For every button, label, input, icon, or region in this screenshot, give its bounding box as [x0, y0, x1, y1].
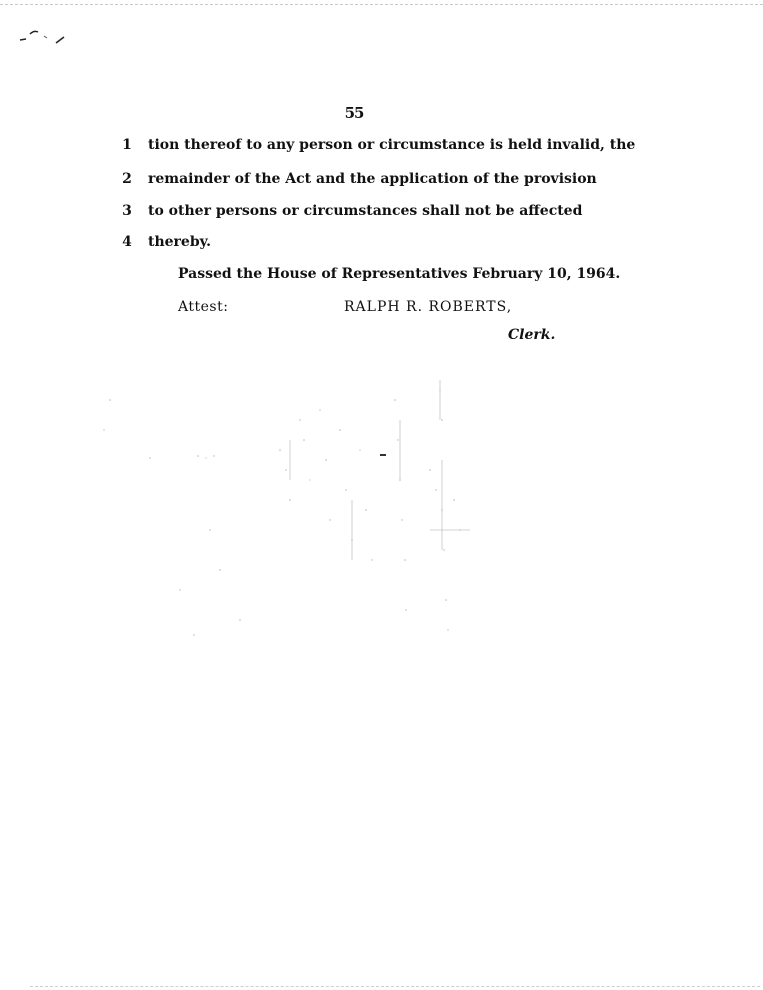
scan-edge-top	[0, 4, 763, 5]
line-text: tion thereof to any person or circumstance is held invalid, the	[148, 137, 636, 153]
line-text: remainder of the Act and the application of the provision	[148, 171, 597, 187]
page-number: 55	[344, 104, 364, 122]
line-number: 1	[122, 137, 132, 153]
line-text: thereby.	[148, 234, 212, 250]
line-number: 4	[122, 234, 132, 250]
text-line-4	[120, 234, 570, 258]
line-text: to other persons or circumstances shall not be affected	[148, 203, 583, 219]
attest-label: Attest:	[178, 299, 229, 315]
text-line-1	[120, 137, 636, 161]
scan-marks-icon	[18, 26, 78, 50]
line-number: 2	[122, 171, 132, 187]
line-number: 3	[122, 203, 132, 219]
show-through-bleed	[90, 360, 490, 680]
clerk-title: Clerk.	[508, 327, 556, 343]
scan-edge-bottom	[30, 986, 760, 987]
attest-signatory-name: RALPH R. ROBERTS,	[344, 299, 513, 315]
passed-statement: Passed the House of Representatives February 10, 1964.	[178, 266, 621, 282]
text-line-3	[120, 203, 583, 227]
text-line-2	[120, 171, 597, 195]
